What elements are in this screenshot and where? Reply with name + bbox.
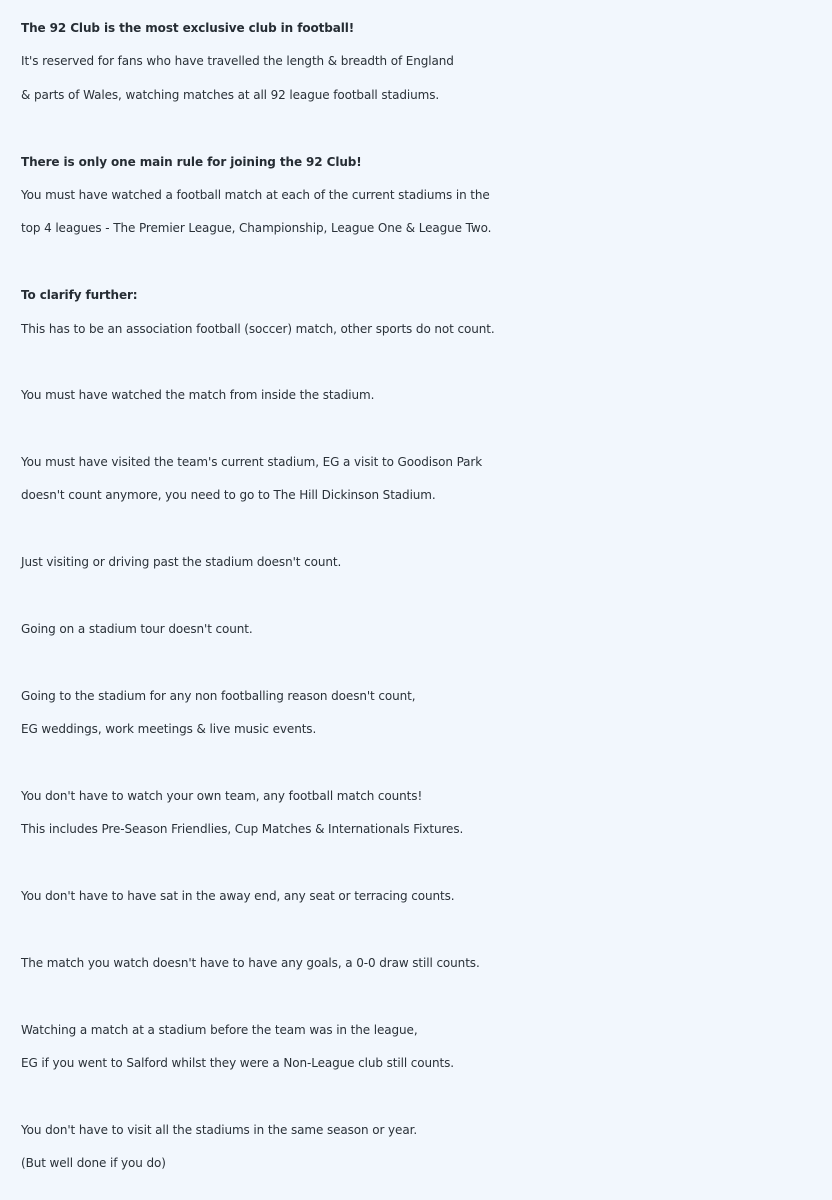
spacer [21,1081,832,1114]
rule-any-team-line-2: This includes Pre-Season Friendlies, Cup Matches & Internationals Fixtures. [21,822,464,837]
rule-current-stadium-line-2: doesn't count anymore, you need to go to The Hill Dickinson Stadium. [21,488,436,503]
spacer [21,346,832,379]
spacer [21,980,832,1013]
clarify-heading: To clarify further: [21,288,138,303]
spacer [21,646,832,679]
rule-any-seat: You don't have to have sat in the away end, any seat or terracing counts. [21,889,455,904]
main-rule-line-1: You must have watched a football match at each of the current stadiums in the [21,187,490,202]
rule-same-season-line-2: (But well done if you do) [21,1156,166,1171]
spacer [21,513,832,546]
rule-before-league-line-1: Watching a match at a stadium before the team was in the league, [21,1022,418,1037]
spacer [21,246,832,279]
spacer [21,914,832,947]
rule-before-league-line-2: EG if you went to Salford whilst they were a Non-League club still counts. [21,1056,454,1071]
main-rule-line-2: top 4 leagues - The Premier League, Championship, League One & League Two. [21,221,492,236]
rule-inside-stadium: You must have watched the match from inside the stadium. [21,388,375,403]
rule-current-stadium-line-1: You must have visited the team's current stadium, EG a visit to Goodison Park [21,455,483,470]
spacer [21,580,832,613]
rule-same-season-line-1: You don't have to visit all the stadiums in the same season or year. [21,1122,418,1137]
intro-line-1: It's reserved for fans who have travelled the length & breadth of England [21,54,454,69]
rule-soccer-only: This has to be an association football (soccer) match, other sports do not count. [21,321,495,336]
intro-line-2: & parts of Wales, watching matches at all 92 league football stadiums. [21,87,440,102]
rule-stadium-tour: Going on a stadium tour doesn't count. [21,622,253,637]
spacer [21,112,832,145]
rule-no-goals: The match you watch doesn't have to have any goals, a 0-0 draw still counts. [21,955,480,970]
spacer [21,747,832,780]
rule-non-football-line-2: EG weddings, work meetings & live music events. [21,722,317,737]
rule-any-team-line-1: You don't have to watch your own team, any football match counts! [21,788,423,803]
rule-non-football-line-1: Going to the stadium for any non footballing reason doesn't count, [21,688,416,703]
intro-heading: The 92 Club is the most exclusive club in football! [21,21,355,35]
rule-driving-past: Just visiting or driving past the stadium doesn't count. [21,555,342,570]
spacer [21,413,832,446]
spacer [21,847,832,880]
main-rule-heading: There is only one main rule for joining the 92 Club! [21,154,362,169]
